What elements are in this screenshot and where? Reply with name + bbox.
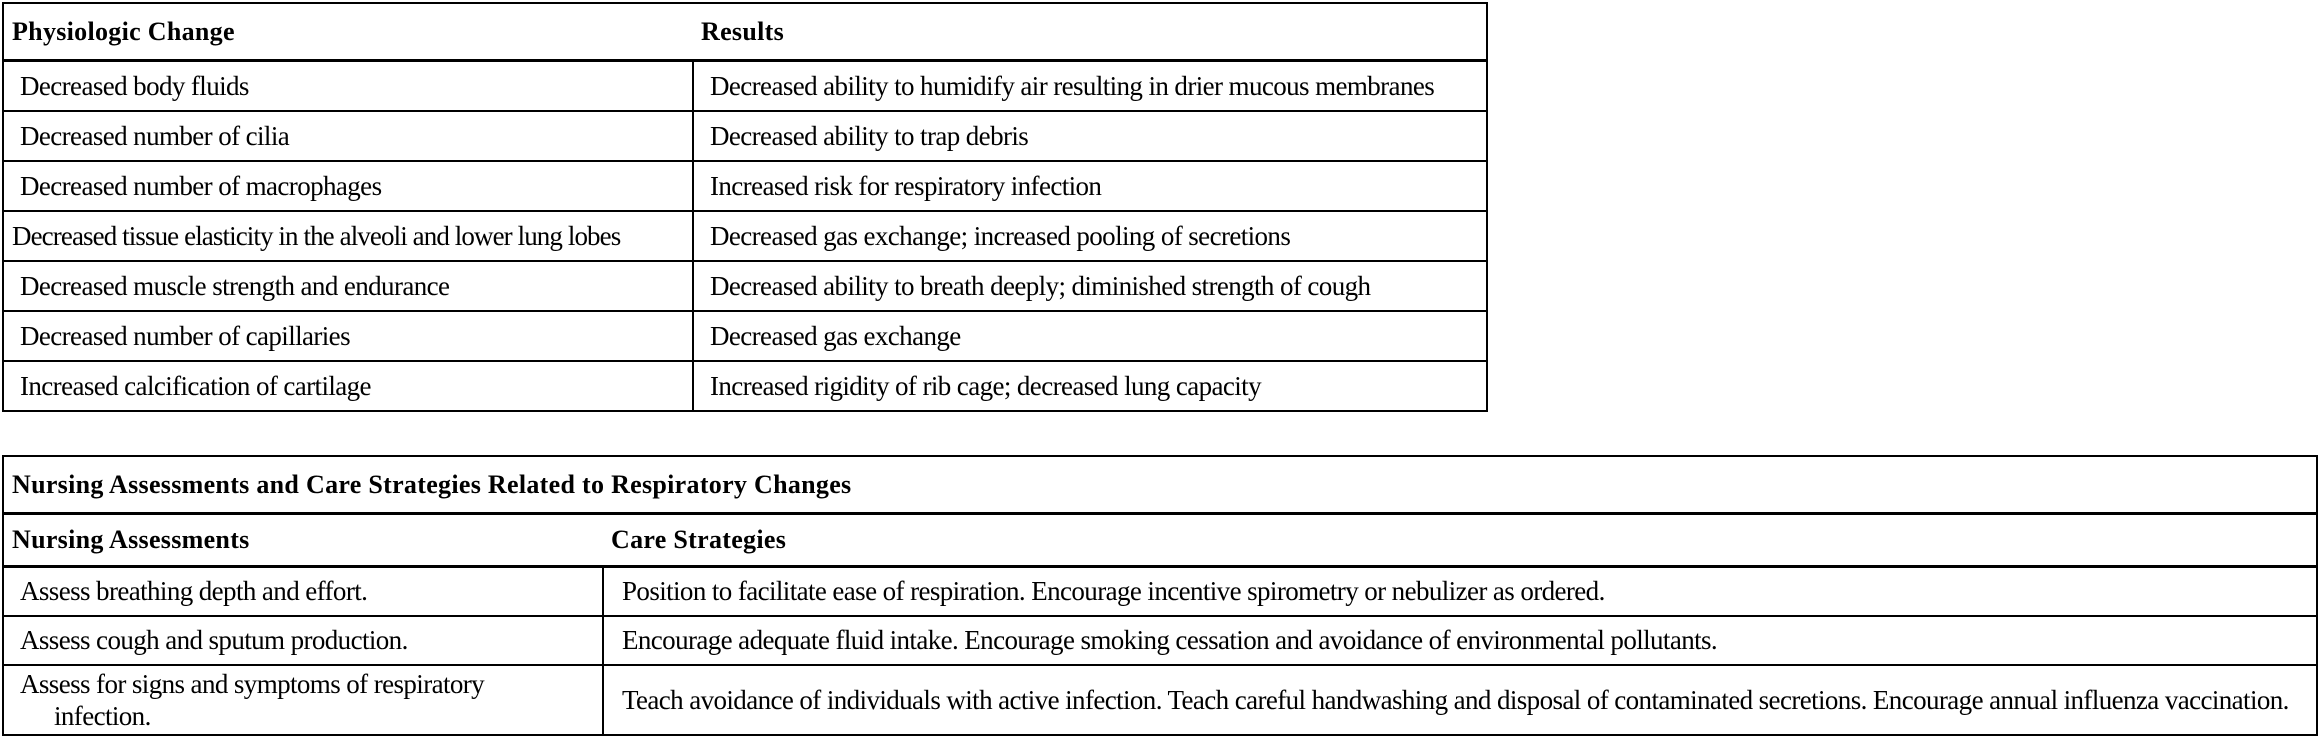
result-cell: Increased risk for respiratory infection — [693, 161, 1487, 211]
result-cell: Decreased ability to humidify air resulting in drier mucous membranes — [693, 61, 1487, 112]
column-header-care-strategies: Care Strategies — [603, 514, 2317, 567]
physiologic-change-cell: Decreased muscle strength and endurance — [3, 261, 693, 311]
physiologic-change-cell: Increased calcification of cartilage — [3, 361, 693, 411]
nursing-assessment-cell: Assess for signs and symptoms of respiratory infection. — [3, 665, 603, 735]
physiologic-change-cell: Decreased number of macrophages — [3, 161, 693, 211]
table-row — [3, 361, 1487, 411]
nursing-assessment-cell: Assess breathing depth and effort. — [3, 567, 603, 617]
care-strategy-cell: Teach avoidance of individuals with active infection. Teach careful handwashing and disposal of contaminated secretions. Encourage annual influenza vaccination. — [603, 665, 2317, 735]
table-row — [3, 567, 2317, 617]
table-row — [3, 261, 1487, 311]
table-row — [3, 311, 1487, 361]
column-header-results: Results — [693, 3, 1487, 61]
table-caption: Nursing Assessments and Care Strategies Related to Respiratory Changes — [3, 456, 2317, 514]
result-cell: Decreased ability to breath deeply; diminished strength of cough — [693, 261, 1487, 311]
table-row — [3, 211, 1487, 261]
care-strategy-cell: Encourage adequate fluid intake. Encourage smoking cessation and avoidance of environmental pollutants. — [603, 616, 2317, 665]
table-header-row — [3, 514, 2317, 567]
table-caption-row — [3, 456, 2317, 514]
column-header-physiologic-change: Physiologic Change — [3, 3, 693, 61]
physiologic-changes-table — [2, 2, 1488, 412]
table-row — [3, 111, 1487, 161]
column-header-nursing-assessments: Nursing Assessments — [3, 514, 603, 567]
table-row — [3, 616, 2317, 665]
nursing-assessments-table — [2, 455, 2318, 736]
result-cell: Decreased ability to trap debris — [693, 111, 1487, 161]
table-row — [3, 665, 2317, 735]
table-header-row — [3, 3, 1487, 61]
physiologic-change-cell: Decreased tissue elasticity in the alveoli and lower lung lobes — [3, 211, 693, 261]
physiologic-change-cell: Decreased number of capillaries — [3, 311, 693, 361]
nursing-assessment-cell: Assess cough and sputum production. — [3, 616, 603, 665]
table-row — [3, 161, 1487, 211]
physiologic-change-cell: Decreased body fluids — [3, 61, 693, 112]
table-row — [3, 61, 1487, 112]
result-cell: Decreased gas exchange — [693, 311, 1487, 361]
result-cell: Increased rigidity of rib cage; decreased lung capacity — [693, 361, 1487, 411]
care-strategy-cell: Position to facilitate ease of respiration. Encourage incentive spirometry or nebulizer as ordered. — [603, 567, 2317, 617]
physiologic-change-cell: Decreased number of cilia — [3, 111, 693, 161]
result-cell: Decreased gas exchange; increased pooling of secretions — [693, 211, 1487, 261]
